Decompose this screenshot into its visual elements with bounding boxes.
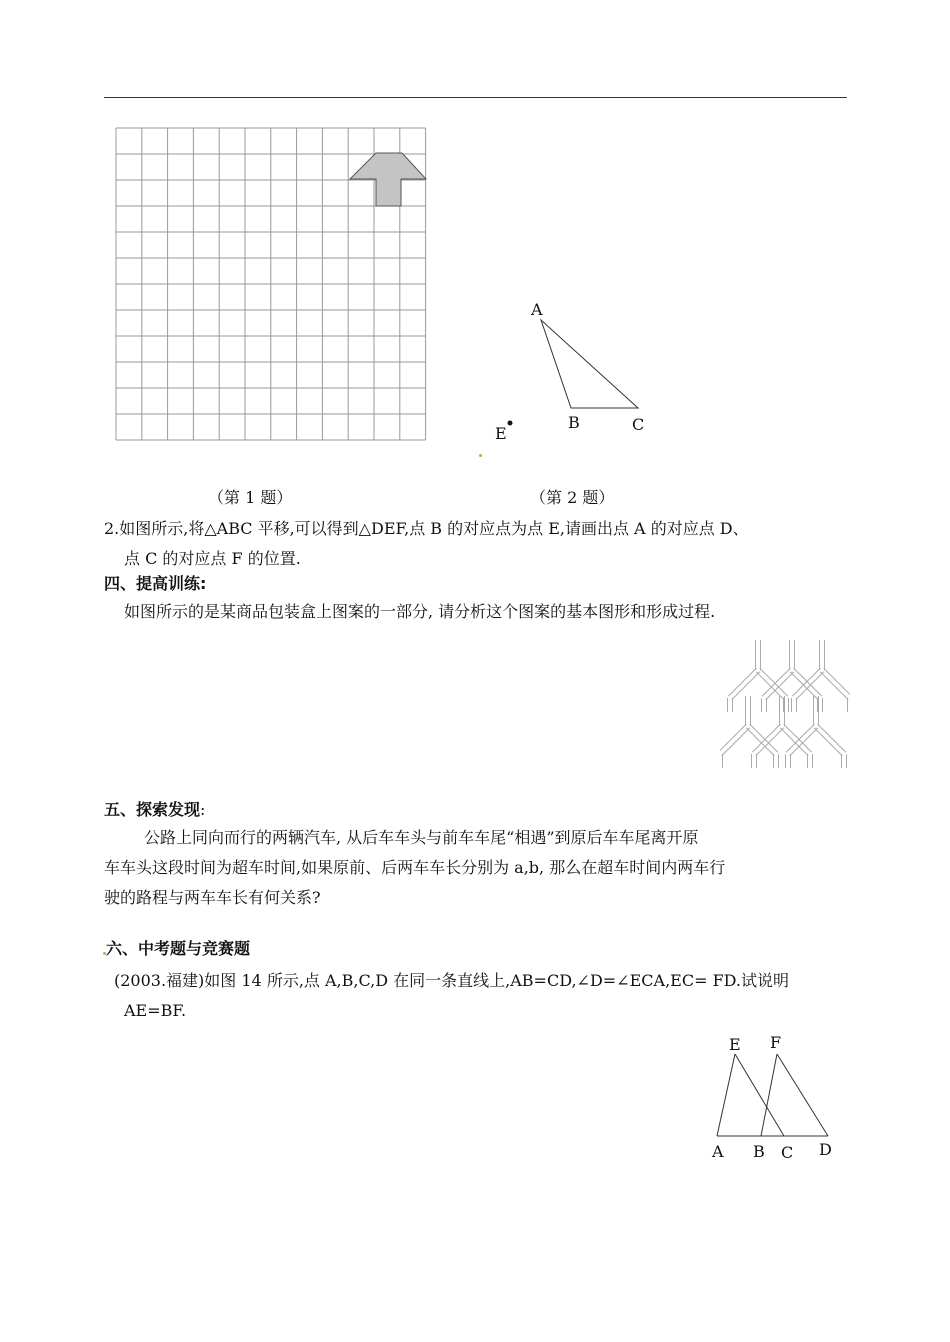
section-5-title: 五、探索发现 <box>104 800 201 819</box>
header-rule <box>104 97 847 98</box>
section-5-line-2: 车车头这段时间为超车时间,如果原前、后两车车长分别为 a,b, 那么在超车时间内两车行 <box>104 858 726 877</box>
pattern-stroke <box>790 672 818 700</box>
pattern-stroke <box>820 672 848 700</box>
label-c14: C <box>781 1143 794 1162</box>
q2-line-2: 点 C 的对应点 F 的位置. <box>124 549 301 568</box>
point-e <box>508 421 513 426</box>
triangle-abc <box>541 320 638 408</box>
stray-dot <box>479 454 482 457</box>
figure-1-shape <box>350 153 426 206</box>
label-b14: B <box>753 1142 765 1161</box>
label-c: C <box>632 415 645 434</box>
section-5-line-1: 公路上同向而行的两辆汽车, 从后车车头与前车车尾“相遇”到原后车车尾离开原 <box>144 828 699 847</box>
segment-ae <box>717 1054 735 1136</box>
segment-ec <box>735 1054 784 1136</box>
section-6-line-1: (2003.福建)如图 14 所示,点 A,B,C,D 在同一条直线上,AB=CD,∠D=∠ECA,EC= FD.试说明 <box>114 971 790 990</box>
q2-line-1: 2.如图所示,将△ABC 平移,可以得到△DEF,点 B 的对应点为点 E,请画出点 A 的对应点 D、 <box>104 519 749 538</box>
section-6-title: 六、中考题与竞赛题 <box>106 939 251 958</box>
label-f14: F <box>770 1033 782 1052</box>
label-e14: E <box>729 1035 741 1054</box>
pattern-stroke <box>732 672 760 700</box>
section-5-colon: : <box>200 800 206 819</box>
label-b: B <box>568 413 580 432</box>
caption-2: （第 2 题） <box>530 488 615 507</box>
pattern-stroke <box>728 668 756 696</box>
figure-14 <box>700 1025 850 1170</box>
pattern-stroke <box>792 668 820 696</box>
label-e: E <box>495 424 507 443</box>
pattern-stroke <box>722 728 750 756</box>
figure-2-triangle <box>480 295 680 455</box>
figure-1-grid <box>110 122 435 448</box>
label-a: A <box>531 300 543 319</box>
section-4-title: 四、提高训练: <box>104 574 207 593</box>
segment-bf <box>761 1054 777 1136</box>
section-4-body: 如图所示的是某商品包装盒上图案的一部分, 请分析这个图案的基本图形和形成过程. <box>124 602 716 621</box>
pattern-stroke <box>824 668 850 696</box>
pattern-stroke <box>814 728 842 756</box>
label-d14: D <box>819 1140 832 1159</box>
figure-pattern <box>720 636 850 776</box>
label-a14: A <box>712 1142 724 1161</box>
section-5-heading <box>104 800 205 820</box>
section-5-line-3: 驶的路程与两车车长有何关系? <box>104 888 321 907</box>
pattern-stroke <box>796 672 824 700</box>
caption-1: （第 1 题） <box>208 488 293 507</box>
section-6-line-2: AE=BF. <box>124 1001 187 1020</box>
pattern-stroke <box>794 668 822 696</box>
segment-fd <box>777 1054 828 1136</box>
pattern-stroke <box>720 724 746 752</box>
pattern-stroke <box>818 724 846 752</box>
